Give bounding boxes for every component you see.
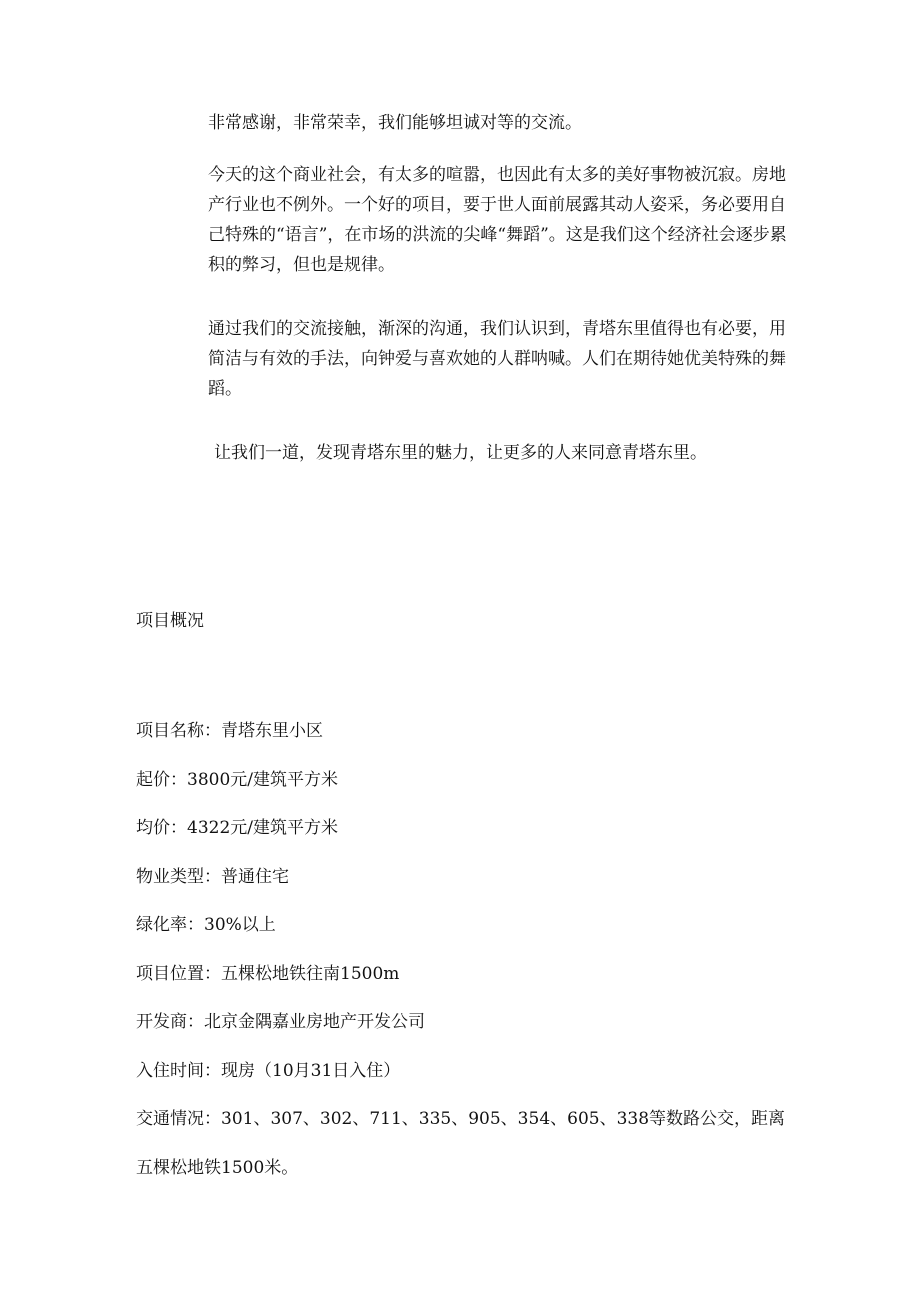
- intro-section: [208, 108, 794, 468]
- detail-average-price: 均价：4322元/建筑平方米: [136, 818, 338, 838]
- detail-developer: 开发商：北京金隅嘉业房地产开发公司: [136, 1012, 425, 1032]
- detail-location: 项目位置：五棵松地铁往南1500m: [136, 963, 400, 984]
- detail-greening-rate: 绿化率：30%以上: [136, 915, 276, 935]
- intro-paragraph-3: 通过我们的交流接触，渐深的沟通，我们认识到，青塔东里值得也有必要，用简洁与有效的手法，向钟爱与喜欢她的人群呐喊。人们在期待她优美特殊的舞蹈。: [208, 319, 786, 399]
- section-title: 项目概况: [136, 611, 204, 631]
- project-details-list: [136, 716, 786, 1201]
- intro-paragraph-1: 非常感谢，非常荣幸，我们能够坦诚对等的交流。: [208, 113, 582, 133]
- intro-paragraph-2: 今天的这个商业社会，有太多的喧嚣，也因此有太多的美好事物被沉寂。房地产行业也不例外。一个好的项目，要于世人面前展露其动人姿采，务必要用自己特殊的“语言”，在市场的洪流的尖峰“舞蹈”。这是我们这个经济社会逐步累积的弊习，但也是规律。: [208, 165, 787, 275]
- intro-paragraph-4: 让我们一道，发现青塔东里的魅力，让更多的人来同意青塔东里。: [214, 443, 707, 463]
- detail-transportation-continued: 五棵松地铁1500米。: [136, 1157, 299, 1178]
- detail-transportation: 交通情况：301、307、302、711、335、905、354、605、338等数路公交，距离: [136, 1109, 786, 1129]
- detail-project-name: 项目名称：青塔东里小区: [136, 721, 323, 741]
- detail-start-price: 起价：3800元/建筑平方米: [136, 769, 338, 790]
- detail-move-in-time: 入住时间：现房（10月31日入住）: [136, 1060, 401, 1081]
- detail-property-type: 物业类型：普通住宅: [136, 866, 289, 887]
